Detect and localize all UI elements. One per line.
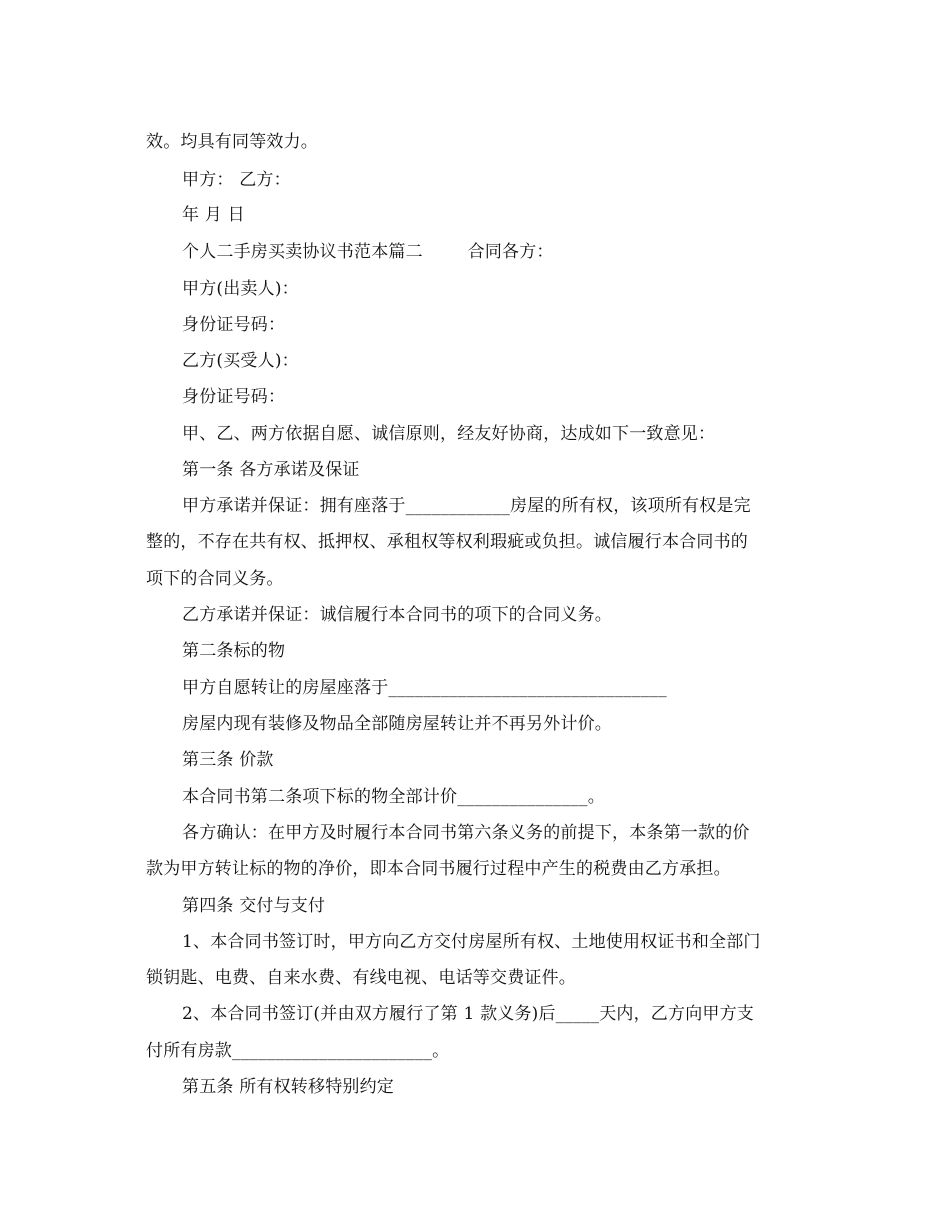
text-line: 2、本合同书签订(并由双方履行了第 1 款义务)后_____天内，乙方向甲方支 xyxy=(182,1004,755,1024)
text-line: 第二条标的物 xyxy=(182,641,286,661)
text-line: 付所有房款_______________________。 xyxy=(146,1041,450,1061)
text-line: 锁钥匙、电费、自来水费、有线电视、电话等交费证件。 xyxy=(146,968,576,988)
text-line: 整的，不存在共有权、抵押权、承租权等权利瑕疵或负担。诚信履行本合同书的 xyxy=(146,532,748,552)
text-line: 甲、乙、两方依据自愿、诚信原则，经友好协商，达成如下一致意见： xyxy=(182,424,716,444)
text-line: 第四条 交付与支付 xyxy=(182,896,326,916)
text-line: 身份证号码： xyxy=(182,387,286,407)
text-line: 第三条 价款 xyxy=(182,750,274,770)
text-line: 身份证号码： xyxy=(182,315,286,335)
text-line: 效。均具有同等效力。 xyxy=(146,132,318,152)
text-line: 甲方： 乙方： xyxy=(182,170,291,190)
text-line: 各方确认：在甲方及时履行本合同书第六条义务的前提下，本条第一款的价 xyxy=(182,823,750,843)
text-line: 乙方承诺并保证：诚信履行本合同书的项下的合同义务。 xyxy=(182,605,612,625)
text-line: 第一条 各方承诺及保证 xyxy=(182,460,360,480)
text-line: 1、本合同书签订时，甲方向乙方交付房屋所有权、土地使用权证书和全部门 xyxy=(182,932,761,952)
text-line: 房屋内现有装修及物品全部随房屋转让并不再另外计价。 xyxy=(182,714,612,734)
text-line: 款为甲方转让标的物的净价，即本合同书履行过程中产生的税费由乙方承担。 xyxy=(146,859,731,879)
text-line: 甲方(出卖人)： xyxy=(182,279,299,299)
text-line: 甲方承诺并保证：拥有座落于____________房屋的所有权，该项所有权是完 xyxy=(182,496,751,516)
text-line: 甲方自愿转让的房屋座落于________________________________ xyxy=(182,678,667,698)
text-line: 第五条 所有权转移特别约定 xyxy=(182,1077,395,1097)
text-line: 项下的合同义务。 xyxy=(146,569,284,589)
text-line: 本合同书第二条项下标的物全部计价_______________。 xyxy=(182,787,605,807)
text-line: 乙方(买受人)： xyxy=(182,351,299,371)
text-line: 个人二手房买卖协议书范本篇二 合同各方： xyxy=(182,242,554,262)
text-line: 年 月 日 xyxy=(182,205,245,225)
